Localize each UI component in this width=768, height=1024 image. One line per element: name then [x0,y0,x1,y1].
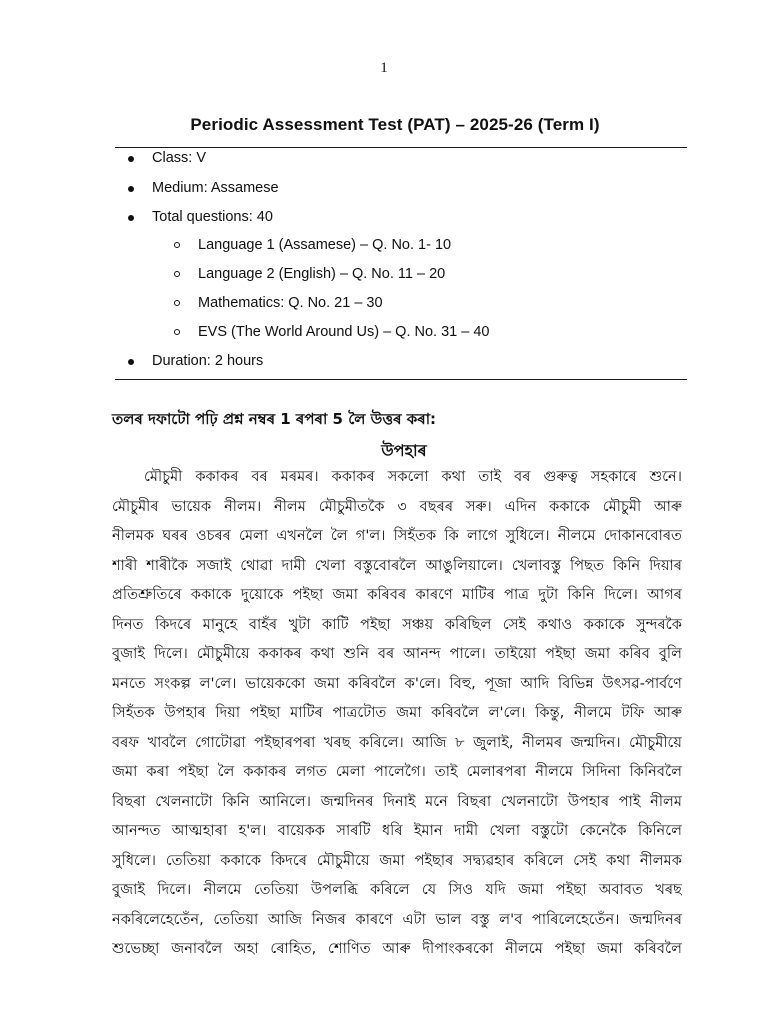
sub-item-language-1 [198,237,451,253]
sub-item-language-2 [198,266,445,282]
info-item-duration [152,353,263,369]
info-item-label: Duration: 2 hours [152,353,264,369]
sub-item-label: Language 2 (English) – Q. No. 11 – 20 [198,266,446,282]
sub-item-label: Language 1 (Assamese) – Q. No. 1- 10 [198,237,452,253]
story-line: আনন্দত আত্মহাৰা হ'ল। বায়েকক সাৰটি ধৰি ইমান দামী খেলা বস্তুটো কেনেকৈ কিনিলে [112,822,682,839]
sub-item-mathematics [198,295,383,311]
story-line: বুজাই দিলে। মৌচুমীয়ে ককাকৰ কথা শুনি বৰ আনন্দ পালে। তাইয়ো পইছা জমা কৰিব বুলি [112,645,682,662]
story-line: দিনত কিদৰে মানুহে বাহঁৰ খুটা কাটি পইছা সঞ্চয় কৰিছিল সেই কথাও ককাকে সুন্দৰকৈ [112,615,682,633]
info-item-total-questions [152,209,273,225]
sub-item-label: EVS (The World Around Us) – Q. No. 31 – 40 [198,324,490,340]
document-title: Periodic Assessment Test (PAT) – 2025-26 (Term I) [190,115,600,134]
story-line: সিহঁতক উপহাৰ দিয়া পইছা মাটিৰ পাত্ৰটোত জমা কৰিবলৈ ল'লে। কিন্তু, নীলমে টফি আৰু [112,704,682,721]
top-divider [115,147,687,148]
circle-bullet-icon [174,329,180,335]
story-line: শুভেচ্ছা জনাবলৈ অহা ৰোহিত, শোণিত আৰু দীপাংকৰকো নীলমে পইছা জমা কৰিবলৈ [112,940,682,957]
story-line: প্ৰতিশ্ৰুতিৰে ককাকে দুয়োকে পইছা জমা কৰিবৰ কাৰণে মাটিৰ পাত্ৰ দুটা কিনি দিলে। আগৰ [112,586,682,603]
bullet-icon [128,156,134,162]
story-line: মৌচুমীৰ ভায়েক নীলম। নীলম মৌচুমীতকৈ ৩ বছৰৰ সৰু। এদিন ককাকে মৌচুমী আৰু [112,497,682,515]
bullet-icon [128,359,134,365]
info-item-medium [152,180,279,196]
story-line: নকৰিলেহেতেঁন, তেতিয়া আজি নিজৰ কাৰণে এটা ভাল বস্তু ল'ব পাৰিলেহেতেঁন। জন্মদিনৰ [112,910,682,928]
info-item-label: Medium: Assamese [152,180,279,196]
bullet-icon [128,186,134,192]
circle-bullet-icon [174,300,180,306]
circle-bullet-icon [174,271,180,277]
sub-item-evs [198,324,489,340]
page-number: 1 [380,60,388,76]
bullet-icon [128,215,134,221]
story-line: জমা কৰা পইছা লৈ ককাকৰ লগত মেলা পালেগৈ। তাই মেলাৰপৰা নীলমে সিদিনা কিনিবলৈ [112,763,682,780]
story-line: বৰফ খাবলৈ গোটোৱা পইছাৰপৰা খৰছ কৰিলে। আজি ৮ জুলাই, নীলমৰ জন্মদিন। মৌচুমীয়ে [112,733,682,751]
question-instruction: তলৰ দফাটো পঢ়ি প্ৰশ্ন নম্বৰ 1 ৰপৰা 5 লৈ উত্তৰ কৰা: [112,410,437,428]
story-passage [112,462,682,964]
info-item-label: Total questions: 40 [152,209,273,225]
story-line: সুধিলে। তেতিয়া ককাকে কিদৰে মৌচুমীয়ে জমা পইছাৰ সদ্ব্যৱহাৰ কৰিলে সেই কথা নীলমক [112,851,682,869]
circle-bullet-icon [174,242,180,248]
story-line: মৌচুমী ককাকৰ বৰ মৰমৰ। ককাকৰ সকলো কথা তাই বৰ গুৰুত্ব সহকাৰে শুনে। [144,468,682,485]
story-line: নীলমক ঘৰৰ ওচৰৰ মেলা এখনলৈ লৈ গ'ল। সিহঁতক কি লাগে সুধিলে। নীলমে দোকানবোৰত [112,527,682,544]
sub-item-label: Mathematics: Q. No. 21 – 30 [198,295,383,311]
story-line: মনতে সংকল্প ল'লে। ভায়েককো জমা কৰিবলৈ ক'লে। বিহু, পূজা আদি বিভিন্ন উৎসৱ-পাৰ্বণে [112,674,682,692]
info-item-label: Class: V [152,150,206,166]
story-line: শাৰী শাৰীকৈ সজাই থোৱা দামী খেলা বস্তুবোৰলৈ আঙুলিয়ালে। খেলাবস্তু পিছত কিনি দিয়াৰ [112,556,682,574]
info-item-class [152,150,206,166]
story-line: বিছৰা খেলনাটো কিনি আনিলে। জন্মদিনৰ দিনাই মনে বিছৰা খেলনাটো উপহাৰ পাই নীলম [112,792,682,810]
bottom-divider [115,379,687,380]
story-line: বুজাই দিলে। নীলমে তেতিয়া উপলব্ধি কৰিলে যে সিও যদি জমা পইছা অবাবত খৰছ [112,881,682,898]
story-title: উপহাৰ [381,441,427,460]
